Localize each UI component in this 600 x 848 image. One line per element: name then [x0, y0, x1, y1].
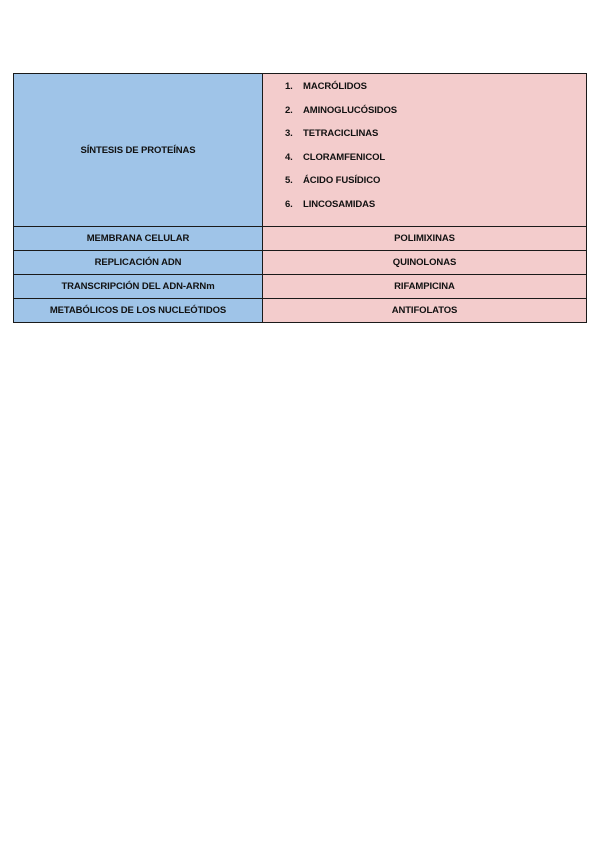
mechanism-cell: METABÓLICOS DE LOS NUCLEÓTIDOS: [14, 299, 263, 323]
list-item: [285, 75, 586, 99]
list-item: [285, 169, 586, 193]
mechanism-cell: REPLICACIÓN ADN: [14, 251, 263, 275]
drug-cell: ANTIFOLATOS: [263, 299, 587, 323]
drug-list: [263, 75, 586, 217]
list-item-label: CLORAMFENICOL: [303, 151, 386, 163]
table-row-protein-synthesis: [14, 74, 587, 227]
antibiotic-mechanism-table: [13, 73, 587, 323]
list-item-label: MACRÓLIDOS: [303, 81, 367, 92]
table-row: [14, 251, 587, 275]
list-item: [285, 193, 586, 217]
list-item: [285, 99, 586, 123]
list-item: [285, 146, 586, 170]
list-item-number: 2.: [285, 104, 293, 116]
list-item-number: 3.: [285, 128, 293, 140]
list-item-number: 5.: [285, 175, 293, 187]
list-item-label: AMINOGLUCÓSIDOS: [303, 104, 398, 116]
list-item-label: TETRACICLINAS: [303, 128, 379, 140]
list-item-label: LINCOSAMIDAS: [303, 198, 376, 210]
table-row: [14, 299, 587, 323]
drug-cell: POLIMIXINAS: [263, 227, 587, 251]
mechanism-cell: SÍNTESIS DE PROTEÍNAS: [14, 74, 263, 227]
list-item-label: ÁCIDO FUSÍDICO: [303, 175, 381, 187]
drug-cell: QUINOLONAS: [263, 251, 587, 275]
table-row: [14, 227, 587, 251]
mechanism-cell: MEMBRANA CELULAR: [14, 227, 263, 251]
list-item-number: 4.: [285, 151, 293, 163]
table-row: [14, 275, 587, 299]
drug-list-cell: [263, 74, 587, 227]
mechanism-cell: TRANSCRIPCIÓN DEL ADN-ARNm: [14, 275, 263, 299]
list-item-number: 1.: [285, 81, 293, 92]
list-item: [285, 122, 586, 146]
drug-cell: RIFAMPICINA: [263, 275, 587, 299]
list-item-number: 6.: [285, 198, 293, 210]
